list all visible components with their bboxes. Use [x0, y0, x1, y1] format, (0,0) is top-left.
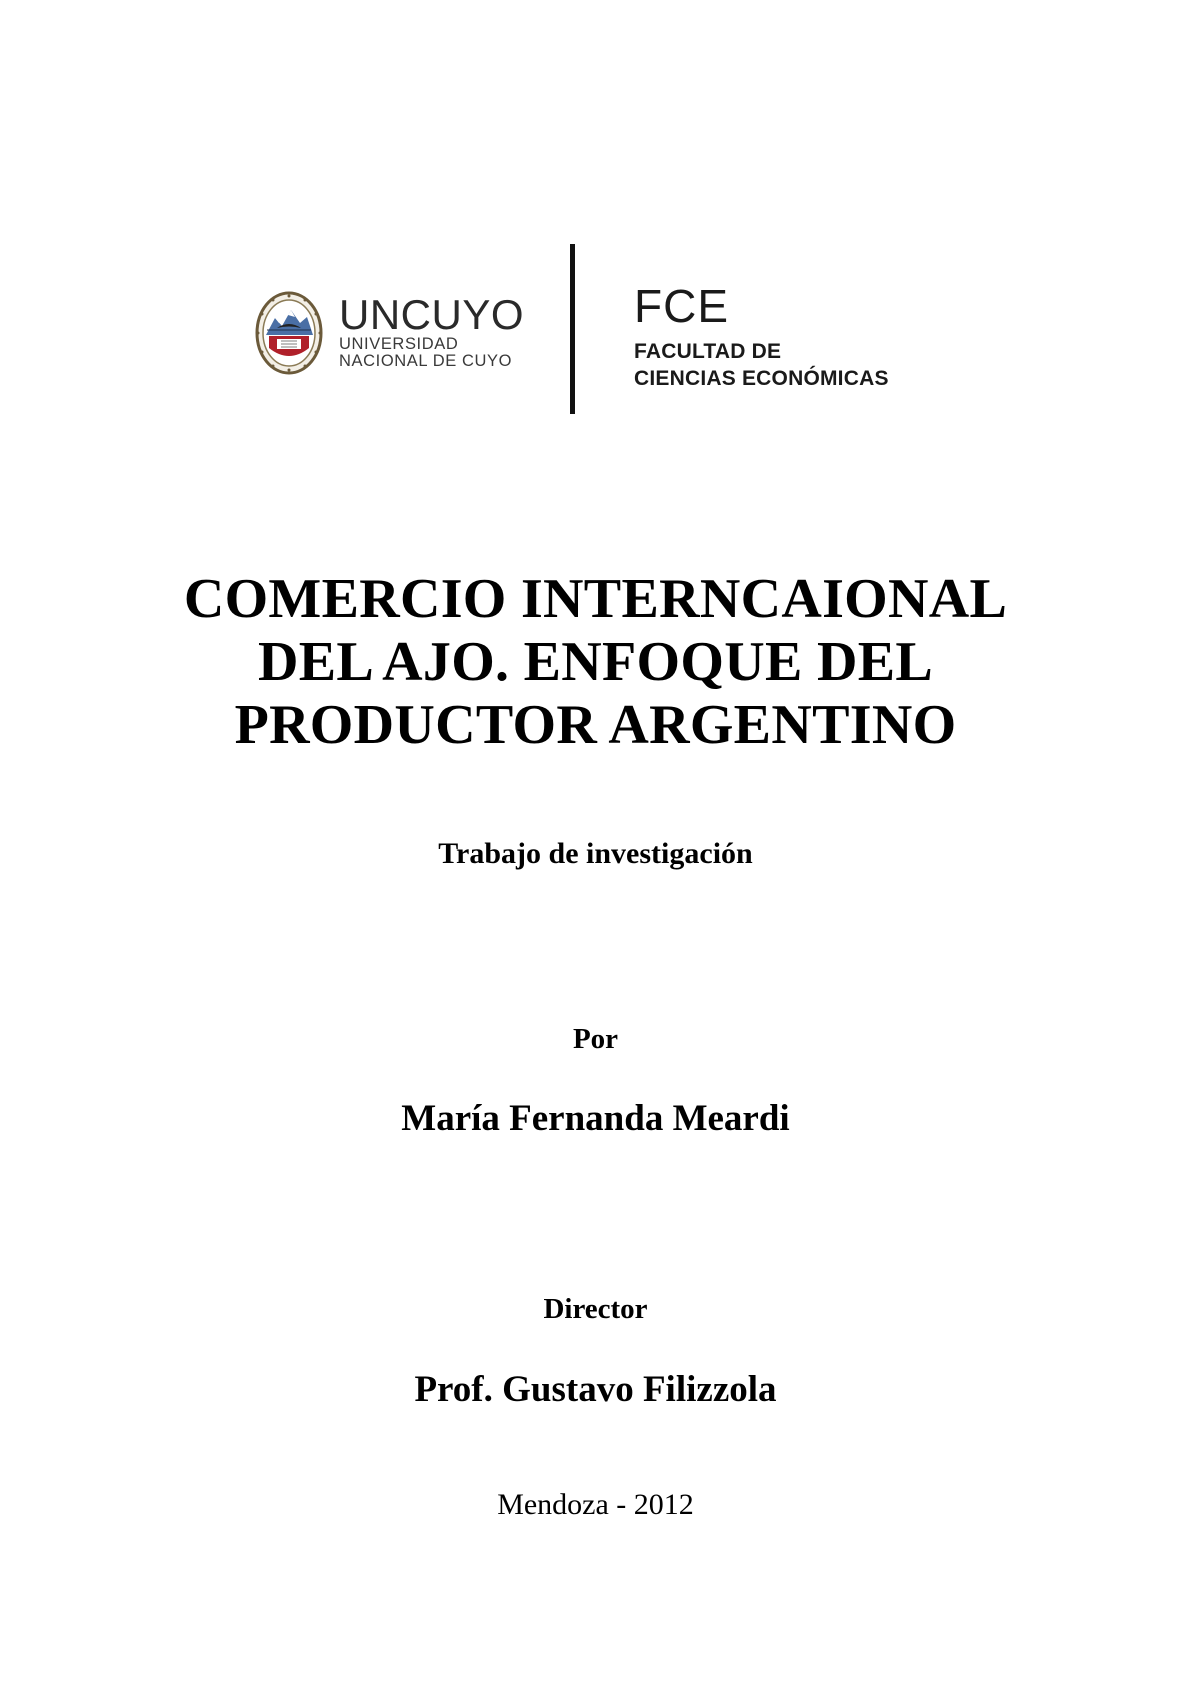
fce-full-line2: CIENCIAS ECONÓMICAS — [634, 367, 889, 390]
document-title — [0, 568, 1191, 757]
university-seal-icon — [255, 290, 323, 376]
uncuyo-subtitle-line1: UNIVERSIDAD — [339, 335, 459, 353]
title-line-3: PRODUCTOR ARGENTINO — [234, 694, 957, 756]
fce-logo — [634, 282, 889, 392]
director-name: Prof. Gustavo Filizzola — [414, 1369, 777, 1410]
title-line-1: COMERCIO INTERNCAIONAL — [183, 568, 1008, 630]
uncuyo-name: UNCUYO — [339, 291, 525, 338]
uncuyo-wordmark — [339, 291, 525, 370]
director-label: Director — [543, 1293, 648, 1325]
author-name: María Fernanda Meardi — [401, 1098, 790, 1139]
header-logos — [255, 244, 935, 414]
fce-full-line1: FACULTAD DE — [634, 340, 782, 363]
author-label: Por — [572, 1023, 619, 1055]
title-line-2: DEL AJO. ENFOQUE DEL — [257, 631, 934, 693]
document-type: Trabajo de investigación — [438, 837, 753, 870]
uncuyo-subtitle-line2: NACIONAL DE CUYO — [339, 352, 513, 370]
place-date: Mendoza - 2012 — [497, 1488, 694, 1521]
logo-divider — [570, 244, 575, 414]
fce-acronym: FCE — [634, 280, 729, 332]
